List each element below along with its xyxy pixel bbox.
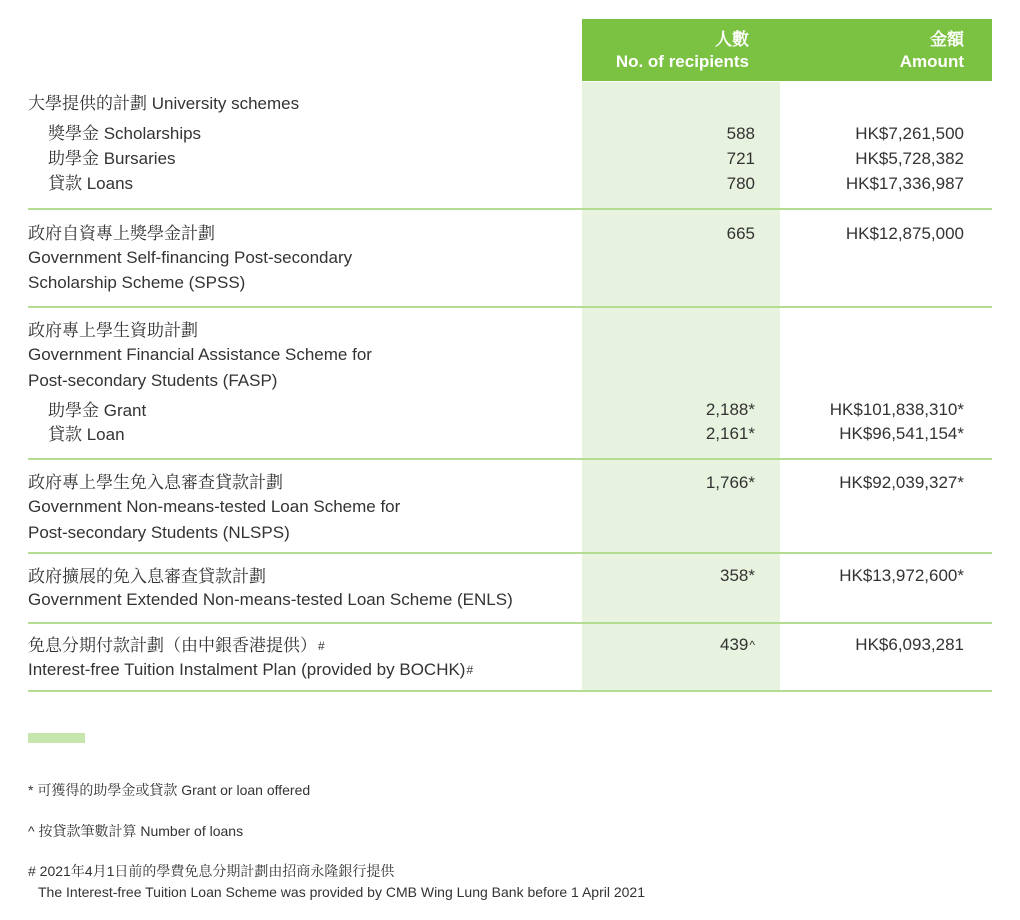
footnote-hash-en: The Interest-free Tuition Loan Scheme was provided by CMB Wing Lung Bank before 1 April 2021 <box>38 884 646 900</box>
footnote-hash-zh: # 2021年4月1日前的學費免息分期計劃由招商永隆銀行提供 <box>28 863 395 879</box>
enls-title-zh: 政府擴展的免入息審查貸款計劃 <box>28 567 266 586</box>
footnote-asterisk: * 可獲得的助學金或貸款 Grant or loan offered <box>28 782 311 798</box>
caret-marker: ^ <box>749 638 755 652</box>
bochk-recipients <box>720 635 755 655</box>
bursaries-amount: HK$5,728,382 <box>855 149 964 168</box>
enls-title-en: Government Extended Non-means-tested Loan Scheme (ENLS) <box>28 590 513 609</box>
scholarships-recipients: 588 <box>726 124 755 143</box>
bochk-recipients-value: 439 <box>719 635 749 654</box>
grant-recipients: 2,188* <box>705 400 755 419</box>
bursaries-label: 助學金 Bursaries <box>48 149 176 168</box>
loans-amount: HK$17,336,987 <box>845 174 964 193</box>
recipients-header <box>616 29 749 73</box>
amount-header-zh: 金額 <box>930 30 964 49</box>
nlsps-title-en-1: Government Non-means-tested Loan Scheme for <box>28 497 401 516</box>
hash-marker: # <box>466 663 474 677</box>
fasp-title-zh: 政府專上學生資助計劃 <box>28 321 198 340</box>
nlsps-amount: HK$92,039,327* <box>839 473 964 492</box>
row-divider <box>28 208 992 210</box>
fasp-title-en-2: Post-secondary Students (FASP) <box>28 371 278 390</box>
bochk-amount: HK$6,093,281 <box>855 635 964 654</box>
spss-title-en-1: Government Self-financing Post-secondary <box>28 248 353 267</box>
bochk-title-zh <box>28 636 325 656</box>
footnote-caret: ^ 按貸款筆數計算 Number of loans <box>28 823 244 839</box>
loan-amount: HK$96,541,154* <box>839 424 964 443</box>
grant-amount: HK$101,838,310* <box>829 400 964 419</box>
bochk-title-en <box>28 660 473 680</box>
loans-recipients: 780 <box>726 174 755 193</box>
row-divider <box>28 622 992 624</box>
nlsps-title-en-2: Post-secondary Students (NLSPS) <box>28 523 290 542</box>
bochk-title-zh-text: 免息分期付款計劃（由中銀香港提供） <box>28 636 317 655</box>
spss-amount: HK$12,875,000 <box>845 224 964 243</box>
amount-header-en: Amount <box>899 52 964 71</box>
nlsps-recipients: 1,766* <box>705 473 755 492</box>
fasp-title-en-1: Government Financial Assistance Scheme for <box>28 345 372 364</box>
amount-header <box>900 29 964 73</box>
row-divider <box>28 458 992 460</box>
hash-marker: # <box>318 639 325 653</box>
spss-recipients: 665 <box>726 224 755 243</box>
table-header <box>582 19 992 81</box>
scholarships-amount: HK$7,261,500 <box>855 124 964 143</box>
nlsps-title-zh: 政府專上學生免入息審查貸款計劃 <box>28 473 283 492</box>
recipients-header-en: No. of recipients <box>615 52 749 71</box>
bochk-title-en-text: Interest-free Tuition Instalment Plan (provided by BOCHK) <box>28 660 466 679</box>
spss-title-en-2: Scholarship Scheme (SPSS) <box>28 273 246 292</box>
bursaries-recipients: 721 <box>726 149 755 168</box>
scholarships-label: 獎學金 Scholarships <box>48 124 202 143</box>
table-bottom-border <box>28 690 992 692</box>
row-divider <box>28 306 992 308</box>
grant-label: 助學金 Grant <box>48 401 147 420</box>
loans-label: 貸款 Loans <box>48 174 134 193</box>
row-divider <box>28 552 992 554</box>
loan-recipients: 2,161* <box>705 424 755 443</box>
legend-swatch <box>28 733 85 743</box>
enls-amount: HK$13,972,600* <box>839 566 964 585</box>
spss-title-zh: 政府自資專上獎學金計劃 <box>28 224 215 243</box>
enls-recipients: 358* <box>720 566 755 585</box>
recipients-header-zh: 人數 <box>715 30 749 49</box>
loan-label: 貸款 Loan <box>48 425 125 444</box>
university-schemes-title: 大學提供的計劃 University schemes <box>28 94 300 113</box>
